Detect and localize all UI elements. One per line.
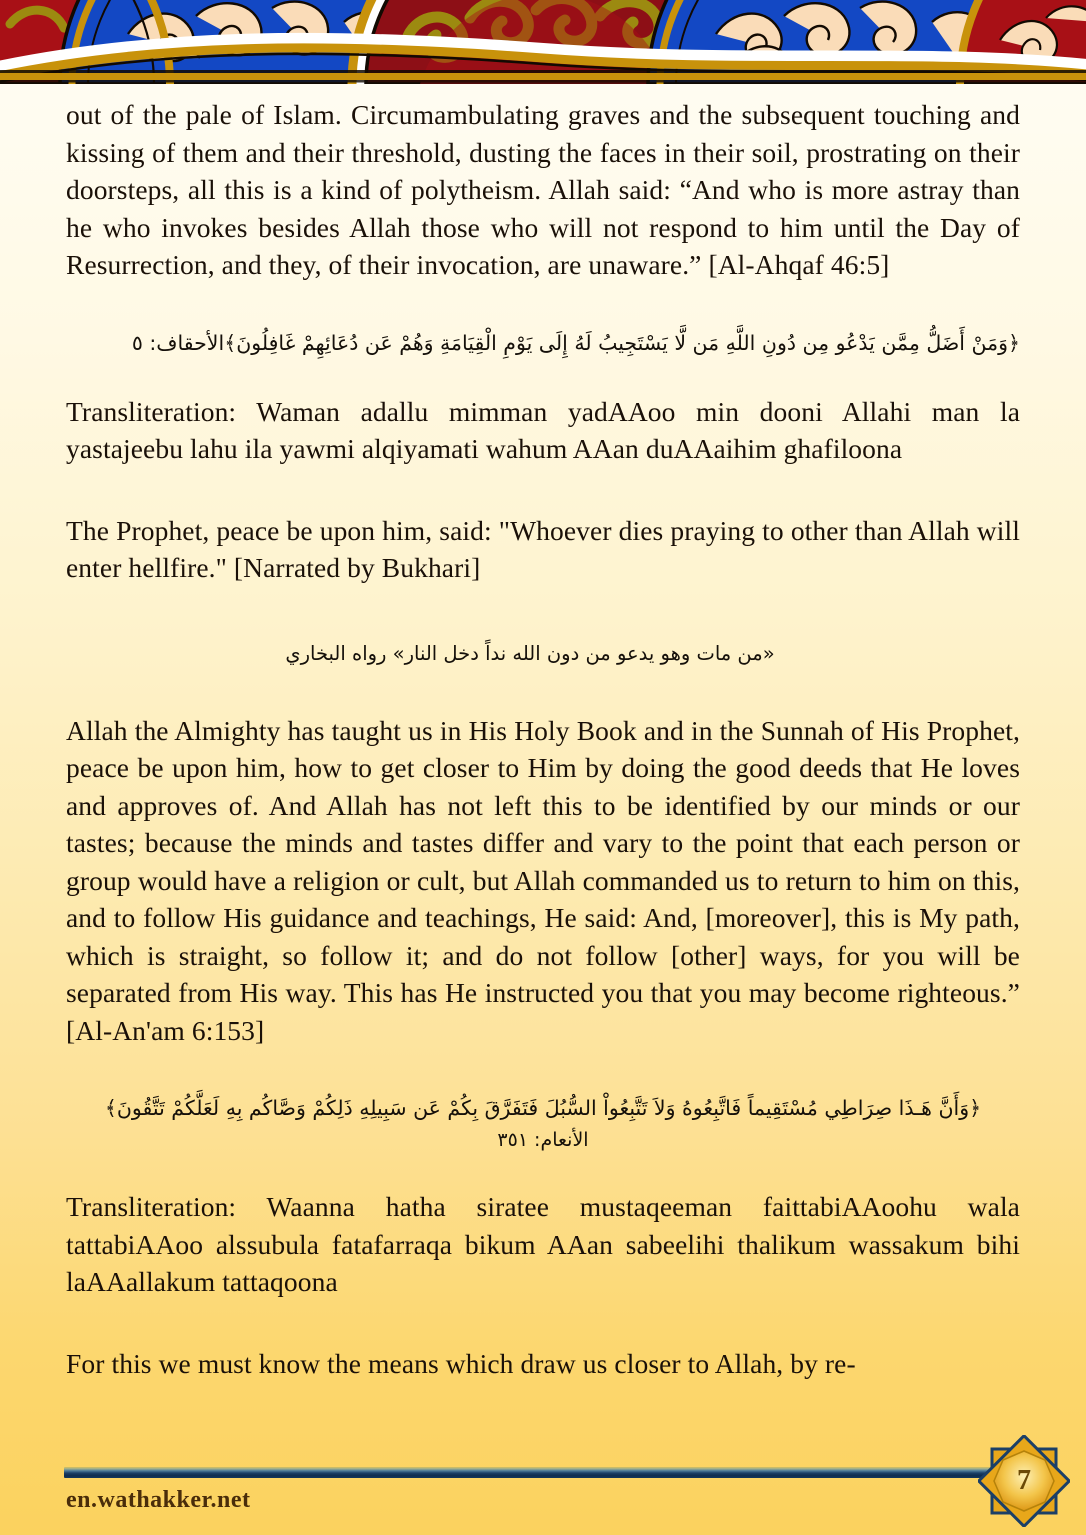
quran-verse-al-anam: ﴿وَأَنَّ هَـذَا صِرَاطِي مُسْتَقِيماً فَاتَّبِعُوهُ وَلاَ تَتَّبِعُواْ السُّبُلَ فَتَفَرَّقَ بِكُمْ عَن سَبِيلِهِ ذَلِكُمْ وَصَّاكُم بِهِ لَعَلَّكُمْ تَتَّقُونَ﴾ [104,1096,982,1120]
top-ornament-band [0,0,1086,84]
transliteration-al-anam: Transliteration: Waanna hatha siratee mustaqeeman faittabiAAoohu wala tattabiAAoo alssubula fatafarraqa bikum AAan sabeelihi thalikum wassakum bihi laAAallakum tattaqoona [66,1191,1020,1297]
hadith-arabic: «من مات وهو يدعو من دون الله نداً دخل النار» رواه البخاري [285,641,775,665]
paragraph-closing: For this we must know the means which draw us closer to Allah, by re- [66,1347,856,1379]
page-number-badge [978,1435,1070,1527]
quran-verse-al-ahqaf: ﴿وَمَنْ أَضَلُّ مِمَّن يَدْعُو مِن دُونِ اللَّهِ مَن لَّا يَسْتَجِيبُ لَهُ إِلَى يَوْمِ الْقِيَامَةِ وَهُمْ عَن دُعَائِهِمْ غَافِلُونَ﴾الأحقاف: ٥ [131,330,1020,355]
transliteration-al-ahqaf: Transliteration: Waman adallu mimman yadAAoo min dooni Allahi man la yastajeebu lahu ila yawmi alqiyamati wahum AAan duAAaihim ghafiloona [66,395,1020,464]
quran-verse-al-anam-reference: الأنعام: ١٥٣ [497,1129,589,1151]
page-footer [0,1439,1086,1535]
footer-divider-rule [64,1467,1012,1478]
paragraph-means-of-nearness: Allah the Almighty has taught us in His Holy Book and in the Sunnah of His Prophet, peace be upon him, how to get closer to Him by doing the good deeds that He loves and approves of. And Allah has not left this to be identified by our minds or our tastes; because the minds and tastes differ and vary to the point that each person or group would have a religion or cult, but Allah commanded us to return to him on this, and to follow His guidance and teachings, He said: And, [moreover], this is My path, which is straight, so follow it; and do not follow [other] ways, for you will be separated from His way. This has He instructed you that you may become righteous.” [Al-An'am 6:153] [66,714,1020,1046]
paragraph-hadith-english: The Prophet, peace be upon him, said: "Whoever dies praying to other than Allah will enter hellfire." [Narrated by Bukhari] [66,514,1020,583]
page-content [66,96,1020,1382]
footer-website-url[interactable]: en.wathakker.net [66,1487,251,1513]
page-number-text: 7 [1017,1465,1031,1496]
paragraph-intro: out of the pale of Islam. Circumambulating graves and the subsequent touching and kissing of them and their threshold, dusting the faces in their soil, prostrating on their doorsteps, all this is a kind of polytheism. Allah said: “And who is more astray than he who invokes besides Allah those who will not respond to him until the Day of Resurrection, and they, of their invocation, are unaware.” [Al-Ahqaf 46:5] [66,99,1020,280]
